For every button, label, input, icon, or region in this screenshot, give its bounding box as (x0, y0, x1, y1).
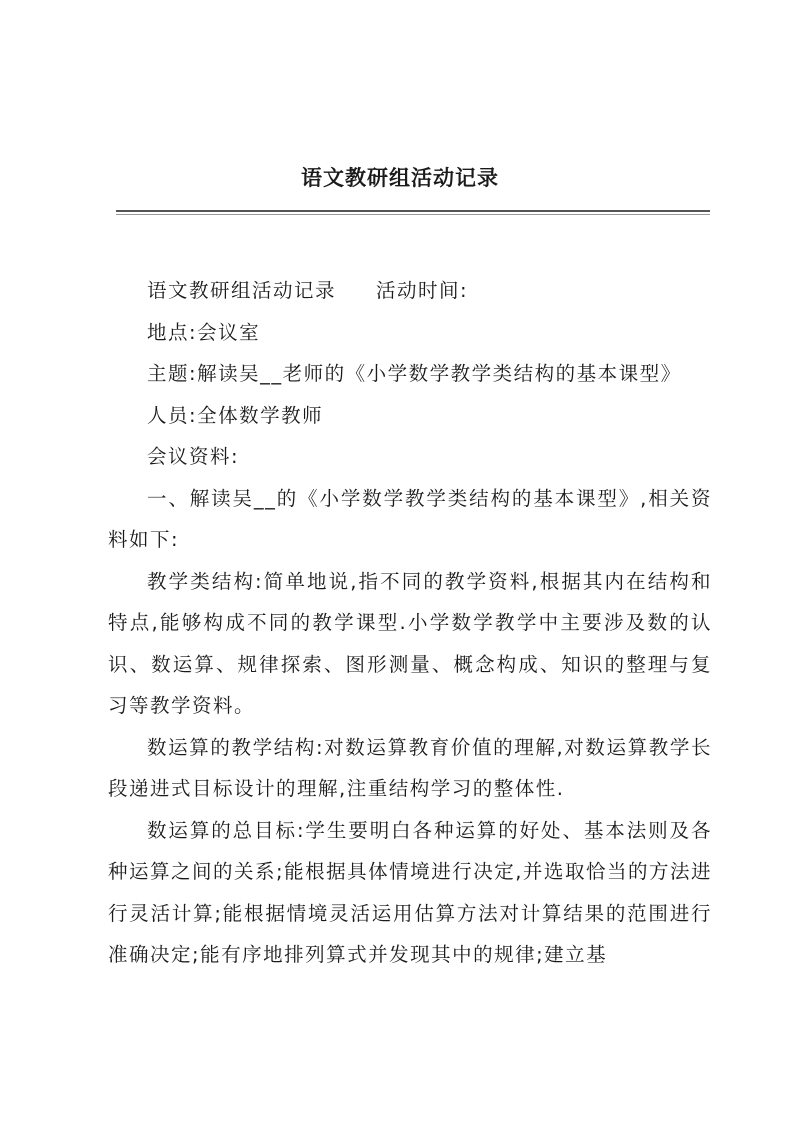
paragraph-operation-structure: 数运算的教学结构:对数运算教育价值的理解,对数运算教学长段递进式目标设计的理解,注重结构学习的整体性. (108, 735, 712, 800)
location-line: 地点:会议室 (147, 320, 261, 344)
title-divider (116, 210, 710, 212)
activity-time-label: 活动时间: (376, 279, 469, 302)
document-body (108, 270, 712, 976)
topic-line: 主题:解读吴__老师的《小学数学教学类结构的基本课型》 (147, 362, 682, 385)
materials-label: 会议资料: (147, 445, 240, 468)
paragraph-teaching-structure: 教学类结构:简单地说,指不同的教学资料,根据其内在结构和特点,能够构成不同的教学课型.小学数学教学中主要涉及数的认识、数运算、规律探索、图形测量、概念构成、知识的整理与复习等教学资料。 (108, 569, 712, 717)
paragraph-operation-goals: 数运算的总目标:学生要明白各种运算的好处、基本法则及各种运算之间的关系;能根据具体情境进行决定,并选取恰当的方法进行灵活计算;能根据情境灵活运用估算方法对计算结果的范围进行准确决定;能有序地排列算式并发现其中的规律;建立基 (108, 818, 712, 966)
title-divider-thin (116, 214, 710, 215)
paragraph-intro: 一、解读吴__的《小学数学教学类结构的基本课型》,相关资料如下: (108, 486, 712, 551)
attendees-line: 人员:全体数学教师 (147, 403, 324, 427)
record-title: 语文教研组活动记录 (147, 279, 337, 302)
document-title: 语文教研组活动记录 (301, 165, 499, 190)
record-header-line (108, 270, 712, 312)
